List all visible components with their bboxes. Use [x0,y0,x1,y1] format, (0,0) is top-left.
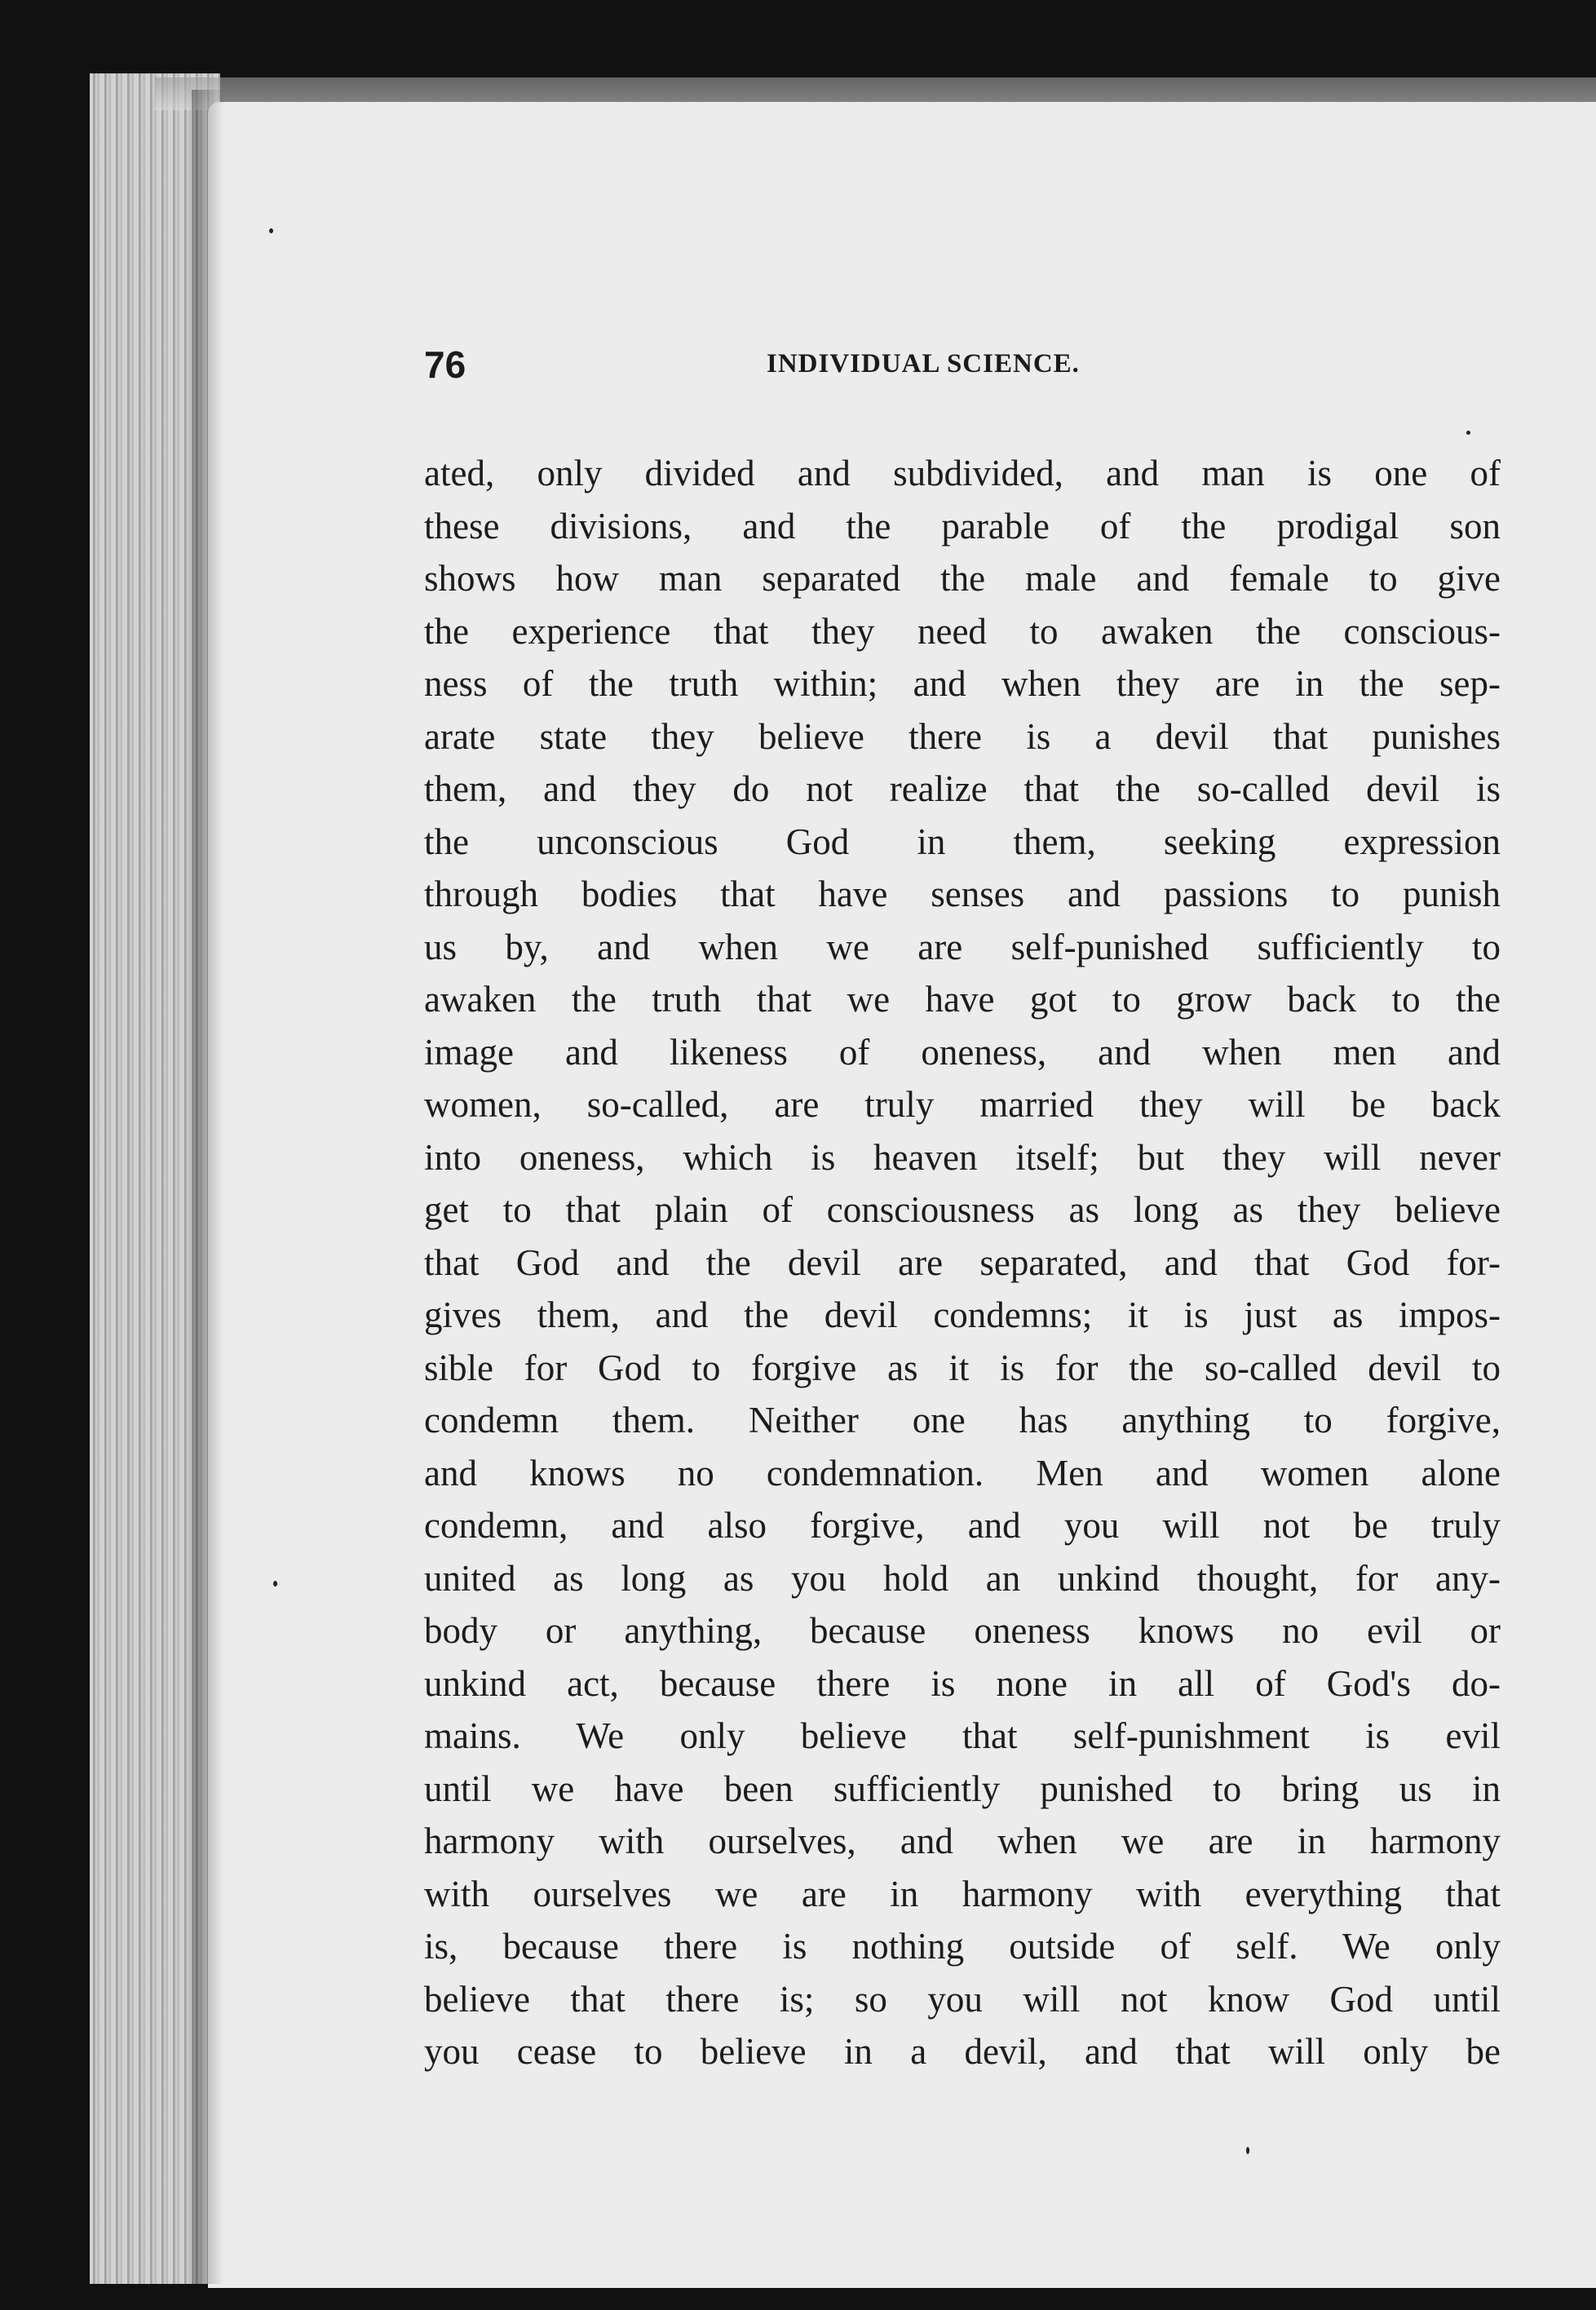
text-line: that God and the devil are separated, and that God for- [424,1241,1501,1283]
text-line: until we have been sufficiently punished to bring us in [424,1768,1501,1809]
text-line: the unconscious God in them, seeking expression [424,821,1501,862]
page-number: 76 [424,343,466,386]
text-line: you cease to believe in a devil, and that will only be [424,2031,1501,2072]
text-line: through bodies that have senses and passions to punish [424,874,1501,914]
text-line: condemn them. Neither one has anything to forgive, [424,1400,1501,1440]
text-line: into oneness, which is heaven itself; but they will never [424,1136,1501,1178]
text-line: harmony with ourselves, and when we are in harmony [424,1821,1501,1861]
text-line: image and likeness of oneness, and when men and [424,1031,1501,1073]
text-line: awaken the truth that we have got to grow back to the [424,979,1501,1020]
text-line: these divisions, and the parable of the prodigal son [424,505,1501,547]
text-line: united as long as you hold an unkind thought, for any- [424,1557,1501,1599]
text-line: the experience that they need to awaken the conscious- [424,610,1501,652]
text-line: gives them, and the devil condemns; it is just as impos- [424,1294,1501,1335]
running-head [424,343,1501,392]
text-line: get to that plain of consciousness as long as they believe [424,1189,1501,1230]
text-line: unkind act, because there is none in all of God's do- [424,1662,1501,1704]
text-line: arate state they believe there is a devil that punishes [424,715,1501,757]
text-line: shows how man separated the male and female to give [424,558,1501,599]
text-line: and knows no condemnation. Men and women alone [424,1452,1501,1494]
dust-speck [1246,2147,1249,2154]
text-line: ness of the truth within; and when they are in the sep- [424,663,1501,704]
text-line: us by, and when we are self-punished sufficiently to [424,926,1501,967]
dust-speck [1466,431,1470,435]
text-line: believe that there is; so you will not know God until [424,1978,1501,2020]
gutter-shadow [192,90,224,2284]
dust-speck [273,1581,277,1586]
dust-speck [269,228,273,233]
text-line: sible for God to forgive as it is for the so-called devil to [424,1347,1501,1388]
text-line: condemn, and also forgive, and you will not be truly [424,1505,1501,1546]
text-line: with ourselves we are in harmony with everything that [424,1873,1501,1914]
running-head-title: INDIVIDUAL SCIENCE. [767,349,1080,378]
text-line: women, so-called, are truly married they will be back [424,1084,1501,1125]
text-line: mains. We only believe that self-punishment is evil [424,1715,1501,1756]
text-line: is, because there is nothing outside of self. We only [424,1926,1501,1967]
text-line: body or anything, because oneness knows no evil or [424,1610,1501,1651]
body-text [424,447,1501,2078]
text-line: them, and they do not realize that the so-called devil is [424,768,1501,809]
text-line: ated, only divided and subdivided, and man is one of [424,453,1501,493]
